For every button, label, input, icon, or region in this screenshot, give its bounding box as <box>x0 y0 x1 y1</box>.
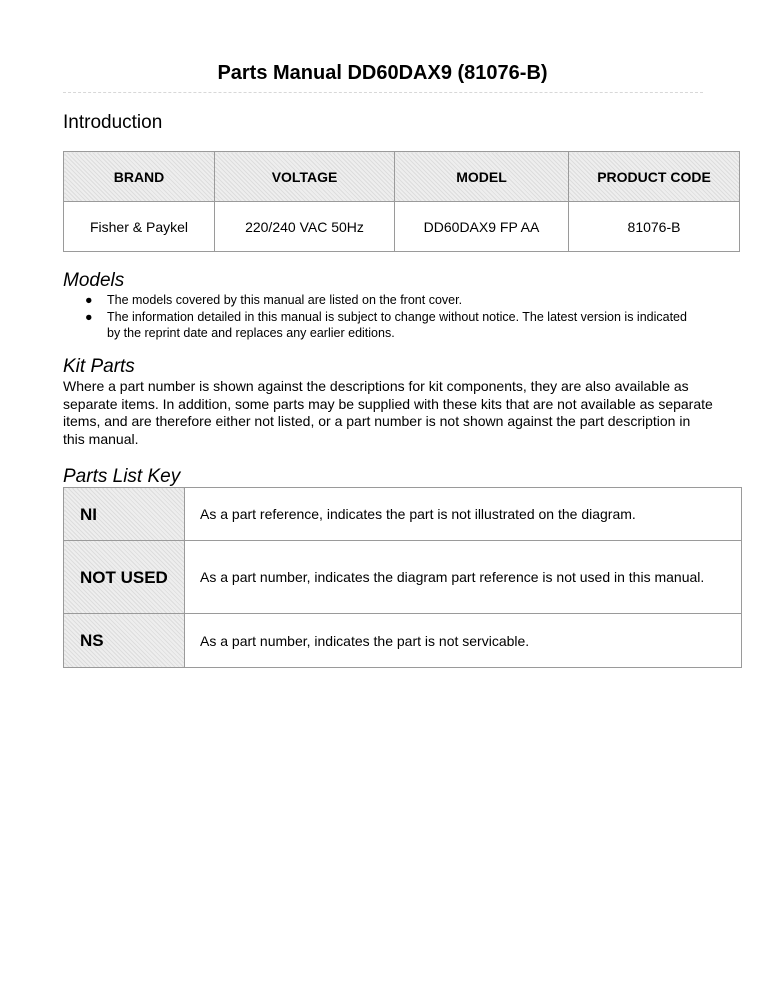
key-code-cell: NI <box>64 488 185 541</box>
parts-list-key-table <box>63 487 742 668</box>
key-code-cell: NOT USED <box>64 541 185 614</box>
bullet-icon: ● <box>85 309 93 324</box>
parts-list-key-heading: Parts List Key <box>63 466 181 487</box>
introduction-table <box>63 151 740 252</box>
key-description-cell: As a part number, indicates the part is not servicable. <box>185 614 742 668</box>
kit-parts-paragraph: Where a part number is shown against the descriptions for kit components, they are also available as separate items. In addition, some parts may be supplied with these kits that are not available as separate items, and are therefore either not listed, or a part number is not shown against the part description in this manual. <box>63 378 713 447</box>
title-divider <box>63 92 703 93</box>
table-header-row <box>64 152 740 202</box>
bullet-icon: ● <box>85 293 93 307</box>
list-item-text: The models covered by this manual are listed on the front cover. <box>107 293 463 307</box>
models-bullet-list <box>63 292 703 342</box>
page-title: Parts Manual DD60DAX9 (81076-B) <box>217 62 548 84</box>
introduction-heading: Introduction <box>63 112 163 133</box>
table-row <box>64 202 740 252</box>
column-header-brand: BRAND <box>64 152 215 202</box>
model-cell: DD60DAX9 FP AA <box>395 202 569 252</box>
list-item <box>63 309 703 342</box>
table-row <box>64 488 742 541</box>
table-row <box>64 614 742 668</box>
models-heading: Models <box>63 270 125 291</box>
brand-cell: Fisher & Paykel <box>64 202 215 252</box>
voltage-cell: 220/240 VAC 50Hz <box>215 202 395 252</box>
column-header-voltage: VOLTAGE <box>215 152 395 202</box>
product-code-cell: 81076-B <box>569 202 740 252</box>
list-item-text: The information detailed in this manual is subject to change without notice. The latest version is indicated by the reprint date and replaces any earlier editions. <box>107 309 687 340</box>
key-code-cell: NS <box>64 614 185 668</box>
list-item <box>63 292 703 309</box>
table-row <box>64 541 742 614</box>
column-header-model: MODEL <box>395 152 569 202</box>
key-description-cell: As a part reference, indicates the part is not illustrated on the diagram. <box>185 488 742 541</box>
kit-parts-heading: Kit Parts <box>63 356 135 377</box>
column-header-product-code: PRODUCT CODE <box>569 152 740 202</box>
key-description-cell: As a part number, indicates the diagram part reference is not used in this manual. <box>185 541 742 614</box>
